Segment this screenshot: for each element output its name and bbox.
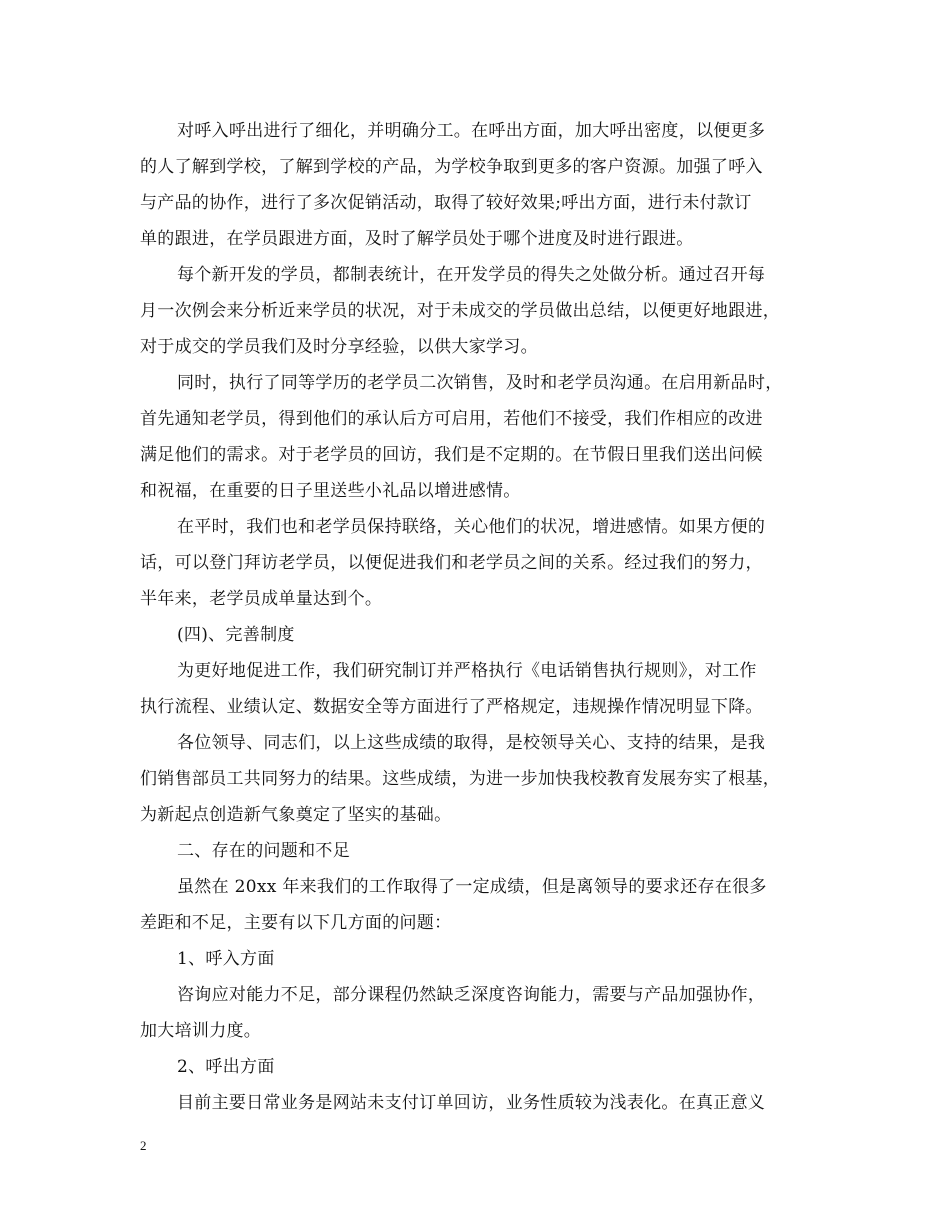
subheading-outbound: 2、呼出方面 — [177, 1057, 275, 1077]
text-line-22: 虽然在 20xx 年来我们的工作取得了一定成绩，但是离领导的要求还存在很多 — [177, 877, 767, 897]
text-line-19: 们销售部员工共同努力的结果。这些成绩，为进一步加快我校教育发展夯实了根基， — [140, 769, 781, 789]
text-line-8: 同时，执行了同等学历的老学员二次销售，及时和老学员沟通。在启用新品时， — [177, 373, 783, 393]
text-line-28: 目前主要日常业务是网站未支付订单回访，业务性质较为浅表化。在真正意义 — [177, 1093, 766, 1113]
page-number: 2 — [140, 1138, 147, 1153]
text-line-13: 话，可以登门拜访老学员，以便促进我们和老学员之间的关系。经过我们的努力， — [140, 553, 763, 573]
subheading-inbound: 1、呼入方面 — [177, 949, 275, 969]
text-line-14: 半年来，老学员成单量达到个。 — [140, 589, 383, 609]
text-line-7: 对于成交的学员我们及时分享经验，以供大家学习。 — [140, 337, 538, 357]
text-line-2: 的人了解到学校，了解到学校的产品，为学校争取到更多的客户资源。加强了呼入 — [140, 157, 763, 177]
text-line-17: 执行流程、业绩认定、数据安全等方面进行了严格规定，违规操作情况明显下降。 — [140, 697, 763, 717]
text-line-16: 为更好地促进工作，我们研究制订并严格执行《电话销售执行规则》，对工作 — [177, 661, 757, 681]
text-line-20: 为新起点创造新气象奠定了坚实的基础。 — [140, 805, 452, 825]
text-line-25: 咨询应对能力不足，部分课程仍然缺乏深度咨询能力，需要与产品加强协作， — [177, 985, 766, 1005]
text-line-5: 每个新开发的学员，都制表统计，在开发学员的得失之处做分析。通过召开每 — [177, 265, 766, 285]
text-line-11: 和祝福，在重要的日子里送些小礼品以增进感情。 — [140, 481, 521, 501]
section-heading-4: (四)、完善制度 — [177, 625, 295, 645]
text-line-1: 对呼入呼出进行了细化，并明确分工。在呼出方面，加大呼出密度，以便更多 — [177, 121, 766, 141]
section-heading-2: 二、存在的问题和不足 — [177, 841, 350, 861]
text-line-18: 各位领导、同志们，以上这些成绩的取得，是校领导关心、支持的结果，是我 — [177, 733, 766, 753]
text-line-26: 加大培训力度。 — [140, 1021, 262, 1041]
text-line-3: 与产品的协作，进行了多次促销活动，取得了较好效果;呼出方面，进行未付款订 — [140, 193, 752, 213]
text-line-23: 差距和不足，主要有以下几方面的问题： — [140, 913, 452, 933]
text-line-12: 在平时，我们也和老学员保持联络，关心他们的状况，增进感情。如果方便的 — [177, 517, 766, 537]
text-line-9: 首先通知老学员，得到他们的承认后方可启用，若他们不接受，我们作相应的改进 — [140, 409, 763, 429]
text-line-6: 月一次例会来分析近来学员的状况，对于未成交的学员做出总结，以便更好地跟进， — [140, 301, 781, 321]
text-line-4: 单的跟进，在学员跟进方面，及时了解学员处于哪个进度及时进行跟进。 — [140, 229, 694, 249]
text-line-10: 满足他们的需求。对于老学员的回访，我们是不定期的。在节假日里我们送出问候 — [140, 445, 763, 465]
